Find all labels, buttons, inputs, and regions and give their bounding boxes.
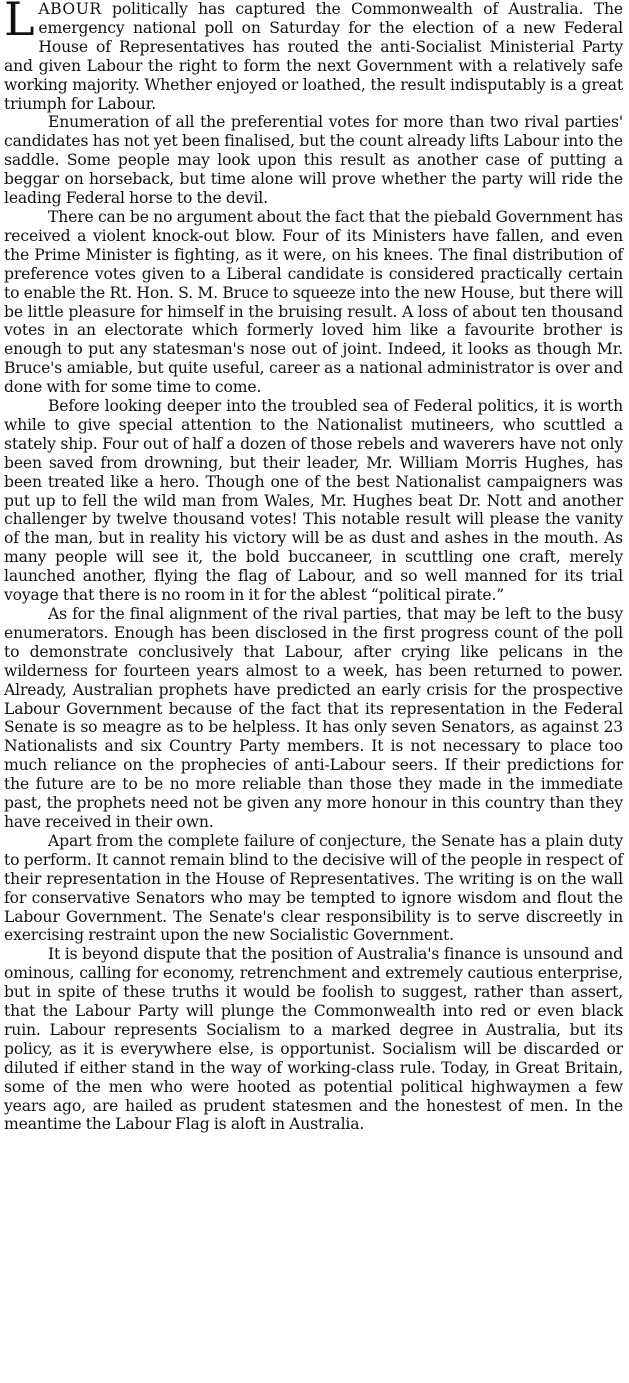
paragraph-5: As for the final alignment of the rival parties, that may be left to the busy enumerators. Enough has been disclosed in the first progress count of the poll to demonstrate conclusively that Labour, after crying like pelicans in the wilderness for fourteen years almost to a week, has been returned to power. Already, Australian prophets have predicted an early crisis for the prospective Labour Government because of the fact that its representation in the Federal Senate is so meagre as to be helpless. It has only seven Senators, as against 23 Nationalists and six Country Party members. It is not necessary to place too much reliance on the prophecies of anti-Labour seers. If their predictions for the future are to be no more reliable than those they made in the immediate past, the prophets need not be given any more honour in this country than they have received in their own. [4,605,623,831]
paragraph-1-text: politically has captured the Commonwealth of Australia. The emergency national poll on Saturday for the election of a new Federal House of Representatives has routed the anti-Socialist Ministerial Party and given Labour the right to form the next Government with a relatively safe working majority. Whether enjoyed or loathed, the result indisputably is a great triumph for Labour. [4,0,623,113]
drop-cap: L [4,0,35,46]
paragraph-6: Apart from the complete failure of conjecture, the Senate has a plain duty to perform. It cannot remain blind to the decisive will of the people in respect of their representation in the House of Representatives. The writing is on the wall for conservative Senators who may be tempted to ignore wisdom and flout the Labour Government. The Senate's clear responsibility is to serve discreetly in exercising restraint upon the new Socialistic Government. [4,831,623,945]
paragraph-3: There can be no argument about the fact that the piebald Government has received a violent knock-out blow. Four of its Ministers have fallen, and even the Prime Minister is fighting, as it were, on his knees. The final distribution of preference votes given to a Liberal candidate is considered practically certain to enable the Rt. Hon. S. M. Bruce to squeeze into the new House, but there will be little pleasure for himself in the bruising result. A loss of about ten thousand votes in an electorate which formerly loved him like a favourite brother is enough to put any statesman's nose out of joint. Indeed, it looks as though Mr. Bruce's amiable, but quite useful, career as a national administrator is over and done with for some time to come. [4,207,623,397]
paragraph-7: It is beyond dispute that the position of Australia's finance is unsound and ominous, calling for economy, retrenchment and extremely cautious enterprise, but in spite of these truths it would be foolish to suggest, rather than assert, that the Labour Party will plunge the Commonwealth into red or even black ruin. Labour represents Socialism to a marked degree in Australia, but its policy, as it is everywhere else, is opportunist. Socialism will be discarded or diluted if either stand in the way of working-class rule. Today, in Great Britain, some of the men who were hooted as potential political highwaymen a few years ago, are hailed as prudent statesmen and the honestest of men. In the meantime the Labour Flag is aloft in Australia. [4,945,623,1134]
lead-word: ABOUR [38,0,102,18]
paragraph-2: Enumeration of all the preferential votes for more than two rival parties' candidates has not yet been finalised, but the count already lifts Labour into the saddle. Some people may look upon this result as another case of putting a beggar on horseback, but time alone will prove whether the party will ride the leading Federal horse to the devil. [4,113,623,208]
paragraph-4: Before looking deeper into the troubled sea of Federal politics, it is worth while to give special attention to the Nationalist mutineers, who scuttled a stately ship. Four out of half a dozen of those rebels and waverers have not only been saved from drowning, but their leader, Mr. William Morris Hughes, has been treated like a hero. Though one of the best Nationalist campaigners was put up to fell the wild man from Wales, Mr. Hughes beat Dr. Nott and another challenger by twelve thousand votes! This notable result will please the vanity of the man, but in reality his victory will be as dust and ashes in the mouth. As many people will see it, the bold buccaneer, in scuttling one craft, merely launched another, flying the flag of Labour, and so well manned for its trial voyage that there is no room in it for the ablest “political pirate.” [4,397,623,605]
paragraph-1 [4,0,623,113]
